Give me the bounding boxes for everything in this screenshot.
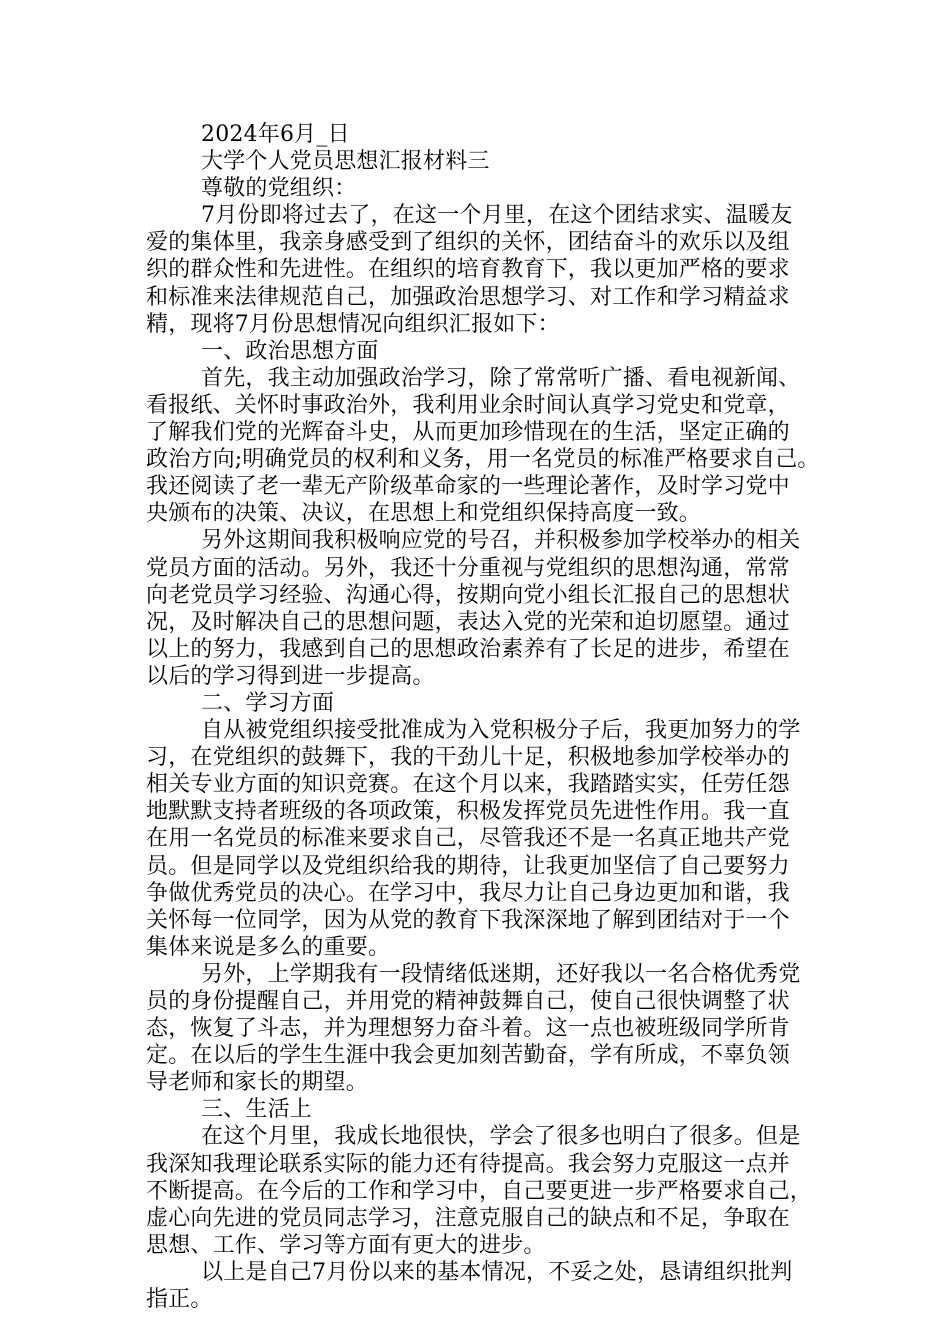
text-line: 精，现将7月份思想情况向组织汇报如下：: [146, 311, 560, 337]
text-line: 在用一名党员的标准来要求自己，尽管我还不是一名真正地共产党: [146, 826, 790, 852]
text-line: 尊敬的党组织：: [201, 176, 357, 202]
text-line: 员。但是同学以及党组织给我的期待，让我更加坚信了自己要努力: [146, 853, 790, 879]
text-line: 指正。: [146, 1287, 213, 1313]
text-line: 关怀每一位同学，因为从党的教育下我深深地了解到团结对于一个: [146, 907, 790, 933]
text-line: 另外这期间我积极响应党的号召，并积极参加学校举办的相关: [201, 528, 801, 554]
document-body: [146, 121, 820, 1313]
text-line: 看报纸、关怀时事政治外，我利用业余时间认真学习党史和党章，: [146, 392, 790, 418]
text-line: 一、政治思想方面: [201, 338, 379, 364]
text-line: 另外，上学期我有一段情绪低迷期，还好我以一名合格优秀党: [201, 961, 801, 987]
text-line: 我深知我理论联系实际的能力还有待提高。我会努力克服这一点并: [146, 1151, 790, 1177]
text-line: 政治方向;明确党员的权利和义务，用一名党员的标准严格要求自己。: [146, 447, 820, 473]
text-line: 相关专业方面的知识竞赛。在这个月以来，我踏踏实实，任劳任怨: [146, 772, 790, 798]
text-line: 虚心向先进的党员同志学习，注意克服自己的缺点和不足，争取在: [146, 1205, 790, 1231]
text-line: 2024年6月_日: [201, 122, 350, 147]
text-line: 思想、工作、学习等方面有更大的进步。: [146, 1232, 546, 1258]
text-line: 导老师和家长的期望。: [146, 1070, 369, 1096]
text-line: 定。在以后的学生生涯中我会更加刻苦勤奋，学有所成，不辜负领: [146, 1043, 790, 1069]
text-line: 首先，我主动加强政治学习，除了常常听广播、看电视新闻、: [201, 365, 801, 391]
text-line: 爱的集体里，我亲身感受到了组织的关怀，团结奋斗的欢乐以及组: [146, 230, 790, 256]
text-line: 不断提高。在今后的工作和学习中，自己要更进一步严格要求自己，: [146, 1178, 813, 1204]
text-line: 员的身份提醒自己，并用党的精神鼓舞自己，使自己很快调整了状: [146, 989, 790, 1014]
text-line: 党员方面的活动。另外，我还十分重视与党组织的思想沟通，常常: [146, 555, 790, 581]
text-line: 况，及时解决自己的思想问题，表达入党的光荣和迫切愿望。通过: [146, 609, 790, 635]
text-line: 习，在党组织的鼓舞下，我的干劲儿十足，积极地参加学校举办的: [146, 745, 790, 771]
text-line: 以上的努力，我感到自己的思想政治素养有了长足的进步，希望在: [146, 636, 790, 662]
text-line: 态，恢复了斗志，并为理想努力奋斗着。这一点也被班级同学所肯: [146, 1016, 790, 1042]
text-line: 央颁布的决策、决议，在思想上和党组织保持高度一致。: [146, 501, 702, 527]
text-line: 地默默支持者班级的各项政策，积极发挥党员先进性作用。我一直: [146, 799, 790, 825]
text-line: 以上是自己7月份以来的基本情况，不妥之处，恳请组织批判: [201, 1259, 793, 1285]
text-line: 大学个人党员思想汇报材料三: [201, 149, 490, 175]
text-line: 集体来说是多么的重要。: [146, 934, 391, 960]
text-line: 7月份即将过去了，在这一个月里，在这个团结求实、温暖友: [201, 203, 793, 229]
text-line: 二、学习方面: [201, 690, 335, 716]
text-line: 我还阅读了老一辈无产阶级革命家的一些理论著作，及时学习党中: [146, 474, 790, 500]
text-line: 自从被党组织接受批准成为入党积极分子后，我更加努力的学: [201, 718, 801, 744]
text-line: 和标准来法律规范自己，加强政治思想学习、对工作和学习精益求: [146, 284, 790, 310]
text-line: 以后的学习得到进一步提高。: [146, 663, 435, 689]
text-line: 三、生活上: [201, 1097, 313, 1123]
text-line: 向老党员学习经验、沟通心得，按期向党小组长汇报自己的思想状: [146, 582, 790, 608]
text-line: 争做优秀党员的决心。在学习中，我尽力让自己身边更加和谐，我: [146, 880, 790, 906]
text-line: 了解我们党的光辉奋斗史，从而更加珍惜现在的生活，坚定正确的: [146, 420, 790, 446]
text-line: 在这个月里，我成长地很快，学会了很多也明白了很多。但是: [201, 1124, 801, 1150]
text-line: 织的群众性和先进性。在组织的培育教育下，我以更加严格的要求: [146, 257, 790, 283]
